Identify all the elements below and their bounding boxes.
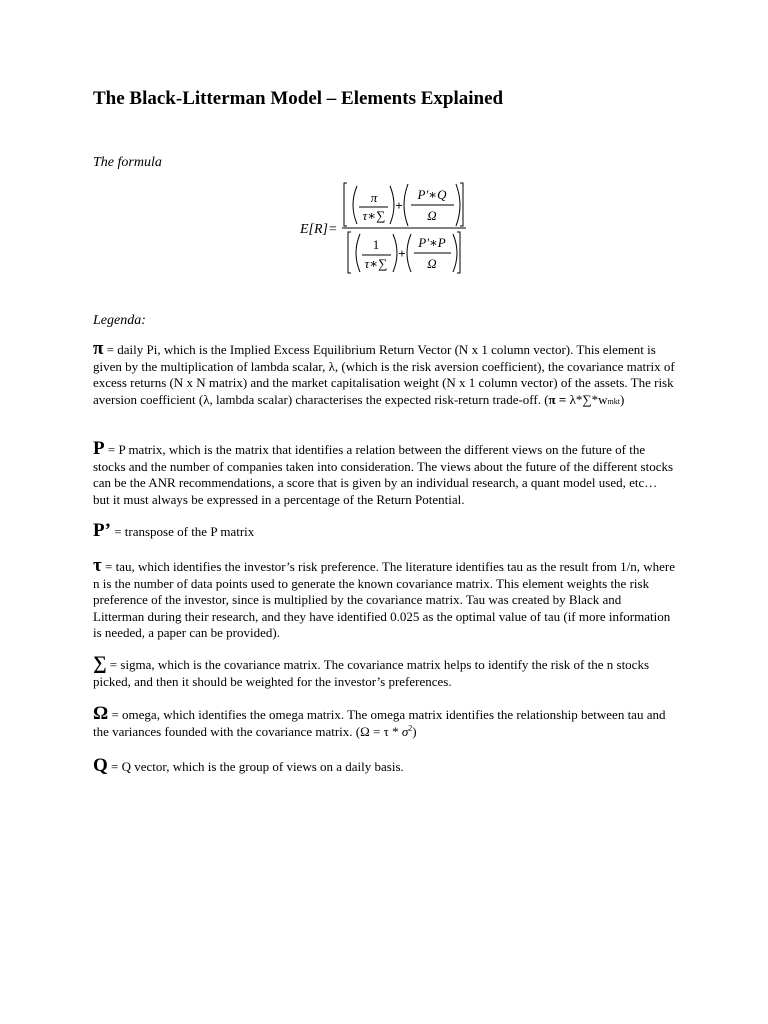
paren xyxy=(456,184,460,226)
den-right-denominator: Ω xyxy=(427,256,437,271)
formula-heading: The formula xyxy=(93,155,162,170)
pi-description: = daily Pi, which is the Implied Excess Equilibrium Return Vector (N x 1 column vector). This element is given by the multiplication of lambda scalar, λ, (which is the risk aversion coefficient), the covariance matrix of excess returns (N x N matrix) and the market capitalisation weight (N x 1 column vector) of the assets. The risk aversion coefficient (λ, lambda scalar) characterises the expected risk-return trade-off. ( xyxy=(93,342,675,407)
p-description: = P matrix, which is the matrix that identifies a relation between the different views on the future of the stocks and the number of companies taken into consideration. The views about the future of the different stocks can be the ANR recommendations, a score that is given by an individual research, a quant model used, etc… but it must always be expressed in a percentage of the Return Potential. xyxy=(93,442,674,507)
black-litterman-formula xyxy=(298,180,478,276)
omega-symbol: Ω xyxy=(93,703,109,724)
paren xyxy=(453,234,457,272)
pi-formula-rhs: λ*∑*w xyxy=(566,391,608,407)
den-left-denominator: τ∗∑ xyxy=(364,256,388,271)
paren xyxy=(404,184,408,226)
omega-close: ) xyxy=(412,723,417,739)
legend-item-tau xyxy=(93,555,676,642)
omega-description: = omega, which identifies the omega matrix. The omega matrix identifies the relationship between tau and the variances founded with the covariance matrix. (Ω = τ * xyxy=(93,707,666,739)
pi-formula-lhs: π = xyxy=(548,391,567,407)
tau-description: = tau, which identifies the investor’s risk preference. The literature identifies tau as the result from 1/n, where n is the number of data points used to generate the known covariance matrix. This element weights the risk preference of the investor, since is multiplied by the covariance matrix. Tau was created by Black and Litterman during their research, and they have identified 0.025 as the optimal value of tau (if more information is needed, a paper can be provided). xyxy=(93,559,676,641)
legend-item-p-transpose xyxy=(93,520,675,541)
paren xyxy=(353,186,357,224)
omega-sigma: σ xyxy=(401,723,409,739)
p-transpose-description: = transpose of the P matrix xyxy=(110,524,255,539)
pi-formula-close: ) xyxy=(620,391,625,407)
pi-formula-subscript: mkt xyxy=(607,396,620,406)
num-right-denominator: Ω xyxy=(427,208,437,223)
formula-lhs: E[R]= xyxy=(300,222,338,237)
q-symbol: Q xyxy=(93,755,108,776)
p-symbol: P xyxy=(93,438,105,459)
numerator-left-bracket xyxy=(344,183,347,226)
paren xyxy=(390,186,394,224)
p-transpose-symbol: P’ xyxy=(93,520,111,541)
legend-item-sigma xyxy=(93,653,675,690)
pi-symbol: π xyxy=(93,338,104,359)
sigma-symbol: ∑ xyxy=(93,653,107,674)
tau-symbol: τ xyxy=(93,555,102,576)
num-left-denominator: τ∗∑ xyxy=(362,208,386,223)
legend-heading: Legenda: xyxy=(93,313,146,328)
sigma-description: = sigma, which is the covariance matrix. The covariance matrix helps to identify the risk of the n stocks picked, and then it should be weighted for the investor’s preferences. xyxy=(93,657,650,689)
formula-graphic xyxy=(298,180,478,276)
paren xyxy=(393,234,397,272)
plus-sign: + xyxy=(395,198,403,213)
paren xyxy=(407,234,411,272)
num-left-numerator: π xyxy=(370,190,378,205)
document-title: The Black-Litterman Model – Elements Explained xyxy=(93,88,504,109)
q-description: = Q vector, which is the group of views on a daily basis. xyxy=(107,759,404,774)
num-right-numerator: P'∗Q xyxy=(417,187,447,202)
legend-item-pi xyxy=(93,338,675,410)
legend-item-p xyxy=(93,438,675,508)
omega-exponent: 2 xyxy=(408,723,413,733)
legend-item-q xyxy=(93,755,675,776)
plus-sign: + xyxy=(398,246,406,261)
legend-item-omega xyxy=(93,703,675,740)
den-left-numerator: 1 xyxy=(372,237,380,252)
den-right-numerator: P'∗P xyxy=(418,235,446,250)
denominator-left-bracket xyxy=(348,232,351,273)
paren xyxy=(356,234,360,272)
